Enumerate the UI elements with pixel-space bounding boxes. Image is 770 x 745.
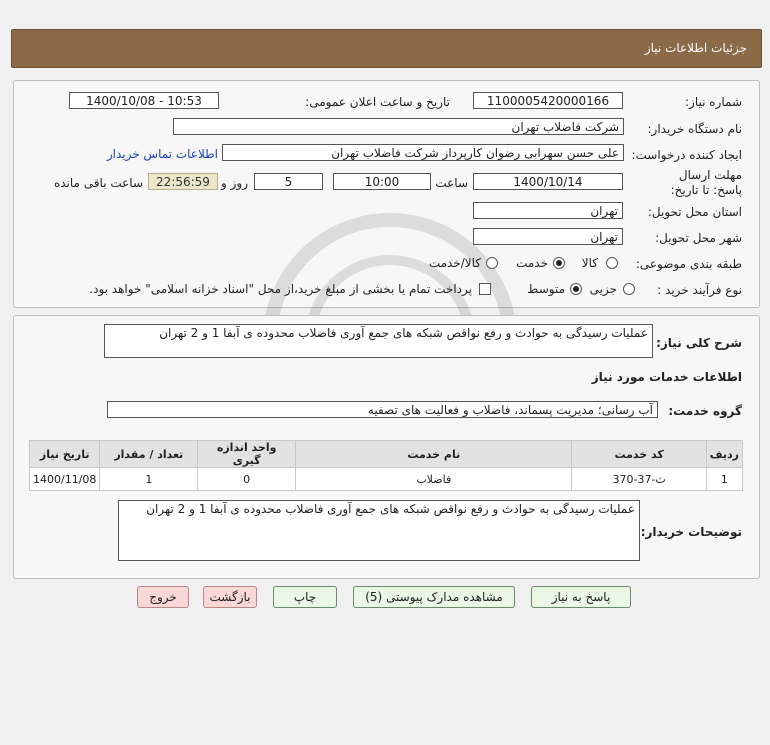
service-group-label: گروه خدمت:: [668, 404, 742, 418]
announce-label: تاریخ و ساعت اعلان عمومی:: [305, 95, 450, 109]
cell-quantity: 1: [100, 468, 198, 491]
col-row-number: ردیف: [706, 441, 742, 468]
deadline-time-field[interactable]: 10:00: [333, 173, 431, 190]
services-table: [29, 440, 743, 491]
process-label: نوع فرآیند خرید :: [657, 283, 742, 297]
table-row[interactable]: [30, 468, 743, 491]
days-field[interactable]: 5: [254, 173, 323, 190]
announce-datetime-field[interactable]: 1400/10/08 - 10:53: [69, 92, 219, 109]
category-radio-goods-service[interactable]: [486, 257, 498, 269]
category-label: طبقه بندی موضوعی:: [635, 257, 742, 271]
cell-service-code: ث-37-370: [572, 468, 706, 491]
buyer-org-field[interactable]: شرکت فاضلاب تهران: [173, 118, 624, 135]
cell-service-name: فاضلاب: [296, 468, 572, 491]
process-radio-minor[interactable]: [623, 283, 635, 295]
exit-button[interactable]: خروج: [137, 586, 189, 608]
deadline-time-label: ساعت: [435, 176, 468, 190]
category-option-goods-service: کالا/خدمت: [428, 256, 481, 270]
buyer-org-label: نام دستگاه خریدار:: [647, 122, 742, 136]
summary-label: شرح کلی نیاز:: [656, 336, 742, 350]
requester-label: ایجاد کننده درخواست:: [631, 148, 742, 162]
payment-note: پرداخت تمام یا بخشی از مبلغ خرید،از محل "اسناد خزانه اسلامی" خواهد بود.: [89, 282, 472, 296]
remaining-timer: 22:56:59: [148, 173, 218, 190]
city-label: شهر محل تحویل:: [655, 231, 742, 245]
col-unit: واحد اندازه گیری: [198, 441, 296, 468]
cell-need-date: 1400/11/08: [30, 468, 100, 491]
category-option-goods: کالا: [581, 256, 598, 270]
buyer-notes-textarea[interactable]: عملیات رسیدگی به حوادث و رفع نواقص شبکه های جمع آوری فاضلاب محدوده ی آبفا 1 و 2 تهران: [118, 500, 640, 561]
back-button[interactable]: بازگشت: [203, 586, 257, 608]
services-heading: اطلاعات خدمات مورد نیاز: [591, 370, 742, 384]
service-group-field[interactable]: آب رسانی؛ مدیریت پسماند، فاضلاب و فعالیت های تصفیه: [107, 401, 658, 418]
table-header-row: [30, 441, 743, 468]
treasury-payment-checkbox[interactable]: [479, 283, 491, 295]
process-radio-medium[interactable]: [570, 283, 582, 295]
days-label: روز و: [221, 176, 248, 190]
deadline-label: مهلت ارسال پاسخ: تا تاریخ:: [670, 168, 742, 197]
cell-unit: 0: [198, 468, 296, 491]
province-field[interactable]: تهران: [473, 202, 623, 219]
col-service-name: نام خدمت: [296, 441, 572, 468]
cell-row-number: 1: [706, 468, 742, 491]
col-service-code: کد خدمت: [572, 441, 706, 468]
requester-field[interactable]: علی حسن سهرابی رضوان کارپرداز شرکت فاضلاب تهران: [222, 144, 624, 161]
page-header: [11, 29, 762, 68]
province-label: استان محل تحویل:: [647, 205, 742, 219]
view-attachments-button[interactable]: مشاهده مدارک پیوستی (5): [353, 586, 515, 608]
buyer-contact-link[interactable]: اطلاعات تماس خریدار: [106, 147, 218, 161]
city-field[interactable]: تهران: [473, 228, 623, 245]
details-panel: [13, 80, 760, 308]
category-option-service: خدمت: [516, 256, 548, 270]
col-need-date: تاریخ نیاز: [30, 441, 100, 468]
deadline-date-field[interactable]: 1400/10/14: [473, 173, 623, 190]
page-title: جزئیات اطلاعات نیاز: [644, 41, 747, 55]
category-radio-service[interactable]: [553, 257, 565, 269]
category-radio-goods[interactable]: [606, 257, 618, 269]
process-option-medium: متوسط: [527, 282, 565, 296]
buyer-notes-label: توضیحات خریدار:: [640, 525, 742, 539]
reply-button[interactable]: پاسخ به نیاز: [531, 586, 631, 608]
process-option-minor: جزیی: [589, 282, 617, 296]
print-button[interactable]: چاپ: [273, 586, 337, 608]
col-quantity: تعداد / مقدار: [100, 441, 198, 468]
need-number-field[interactable]: 1100005420000166: [473, 92, 623, 109]
remaining-label: ساعت باقی مانده: [53, 176, 143, 190]
summary-textarea[interactable]: عملیات رسیدگی به حوادث و رفع نواقص شبکه های جمع آوری فاضلاب محدوده ی آبفا 1 و 2 تهران: [104, 324, 653, 358]
need-number-label: شماره نیاز:: [685, 95, 742, 109]
